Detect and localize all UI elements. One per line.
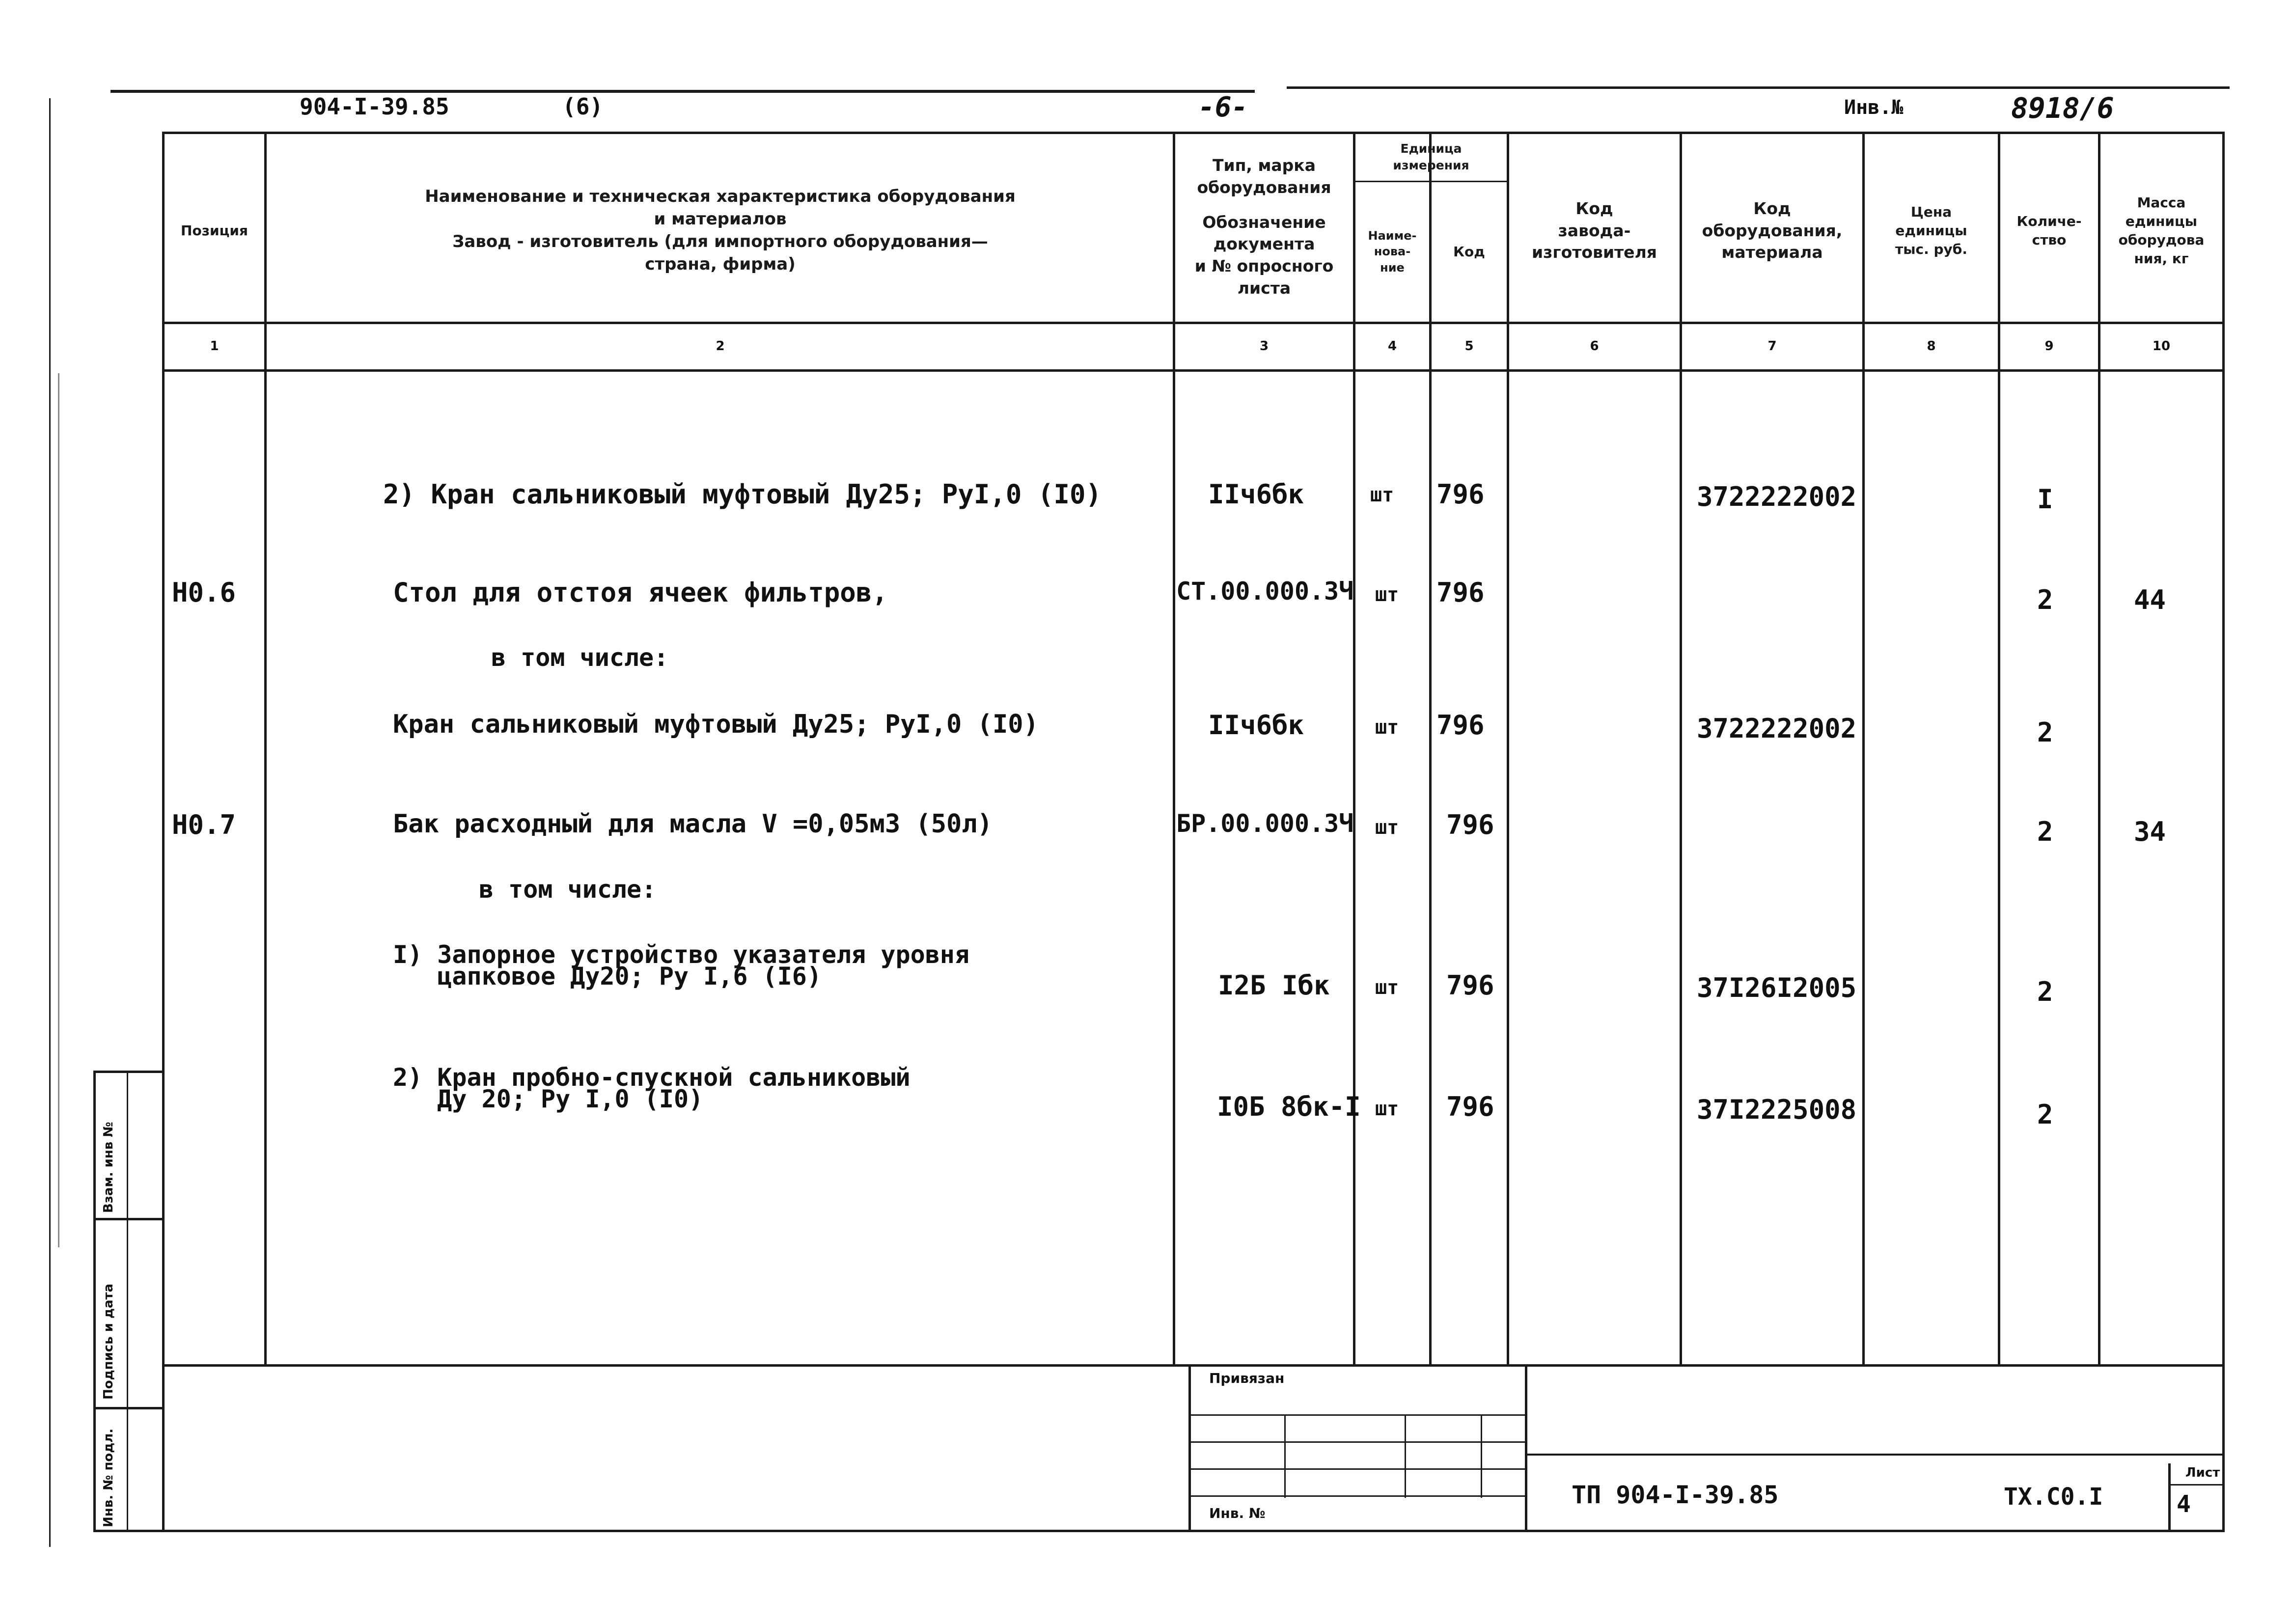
table-row-subheading: в том числе: (479, 875, 657, 904)
header-mass: Масса единицы оборудова ния, кг (2118, 194, 2205, 267)
table-row-unit: шт (1375, 1098, 1399, 1120)
doc-code: 904-I-39.85 (300, 93, 449, 120)
table-row-mass: 34 (2134, 816, 2166, 847)
table-row-type: I0Б 8бк-I (1217, 1091, 1361, 1122)
col-number-8: 8 (1927, 339, 1936, 354)
header-unit-name: Наиме- нова- ние (1368, 228, 1417, 275)
table-row-equipment-code: 37I2225008 (1697, 1094, 1857, 1125)
table-row-unit-code: 796 (1446, 970, 1494, 1001)
header-doc-designation: Обозначение документа и № опросного листа (1194, 212, 1334, 298)
table-row-quantity: I (2037, 484, 2053, 515)
table-row-unit: шт (1375, 976, 1399, 999)
section-mark: (6) (562, 93, 604, 120)
table-row-equipment-code: 37I26I2005 (1697, 972, 1857, 1003)
table-row-type: IIч6бк (1208, 710, 1304, 741)
table-row-type: I2Б Iбк (1218, 970, 1330, 1001)
table-row-position: Н0.6 (172, 577, 236, 608)
col-number-5: 5 (1464, 339, 1474, 354)
header-unit-group: Единица измерения (1393, 141, 1469, 172)
table-row-unit-code: 796 (1436, 577, 1485, 608)
table-row-subheading: в том числе: (491, 643, 669, 672)
header-name: Наименование и техническая характеристика оборудования и материалов Завод - изготовитель (для импортного оборудования— страна, фирма) (425, 187, 1016, 274)
table-row-name: Бак расходный для масла V =0,05м3 (50л) (393, 809, 993, 839)
table-row-type: БР.00.000.3Ч (1176, 809, 1354, 838)
header-maker-code: Код завода- изготовителя (1532, 199, 1657, 262)
stamp-inv-no-label: Инв. № (1209, 1505, 1266, 1521)
header-type: Тип, марка оборудования (1197, 156, 1331, 197)
table-row-name: Кран сальниковый муфтовый Ду25; РуI,0 (I0) (393, 710, 1039, 739)
table-row-position: Н0.7 (172, 809, 236, 840)
table-row-unit: шт (1375, 583, 1399, 606)
table-row-unit-code: 796 (1446, 1091, 1494, 1122)
table-row-name: 2) Кран сальниковый муфтовый Ду25; РуI,0 (I0) (383, 479, 1102, 510)
table-row-name: Стол для отстоя ячеек фильтров, (393, 577, 888, 608)
table-row-type: IIч6бк (1208, 479, 1304, 510)
table-row-mass: 44 (2134, 584, 2166, 615)
stamp-sheet-label: Лист (2185, 1465, 2220, 1480)
col-number-6: 6 (1590, 339, 1599, 354)
table-row-name: I) Запорное устройство указателя уровня цапковое Ду20; Ру I,6 (I6) (393, 940, 969, 991)
table-row-equipment-code: 3722222002 (1697, 481, 1857, 512)
table-row-quantity: 2 (2037, 976, 2053, 1007)
page-mark: -6- (1198, 91, 1248, 123)
table-row-unit: шт (1375, 716, 1399, 739)
header-equipment-code: Код оборудования, материала (1702, 199, 1843, 262)
col-number-1: 1 (210, 339, 219, 354)
col-number-10: 10 (2152, 339, 2171, 354)
col-number-3: 3 (1259, 339, 1269, 354)
header-position: Позиция (181, 222, 248, 239)
table-row-unit: шт (1375, 816, 1399, 839)
side-original-inventory: Инв. № подл. (101, 1428, 116, 1527)
col-number-9: 9 (2044, 339, 2054, 354)
col-number-7: 7 (1767, 339, 1777, 354)
stamp-privyazan: Привязан (1209, 1370, 1285, 1386)
table-row-unit: шт (1370, 484, 1394, 506)
header-unit-code: Код (1453, 243, 1485, 260)
table-row-equipment-code: 3722222002 (1697, 713, 1857, 744)
stamp-sheet-number: 4 (2177, 1490, 2191, 1518)
inv-number: 8918/6 (2011, 91, 2114, 125)
table-row-unit-code: 796 (1446, 809, 1494, 840)
side-signature-date: Подпись и дата (101, 1283, 116, 1400)
table-row-quantity: 2 (2037, 584, 2053, 615)
stamp-document-code: ТП 904-I-39.85 (1572, 1481, 1779, 1509)
table-row-quantity: 2 (2037, 717, 2053, 748)
inv-label: Инв.№ (1844, 96, 1904, 119)
table-row-type: СТ.00.000.3Ч (1176, 577, 1354, 606)
table-row-unit-code: 796 (1436, 479, 1485, 510)
table-row-name: 2) Кран пробно-спускной сальниковый Ду 20; Ру I,0 (I0) (393, 1063, 911, 1113)
table-row-quantity: 2 (2037, 1099, 2053, 1130)
table-row-quantity: 2 (2037, 816, 2053, 847)
header-quantity: Количе- ство (2016, 213, 2082, 248)
side-replacement-inventory: Взам. инв № (101, 1122, 116, 1213)
stamp-album-code: ТХ.С0.I (2004, 1483, 2103, 1511)
col-number-4: 4 (1387, 339, 1397, 354)
col-number-2: 2 (716, 339, 725, 354)
table-row-unit-code: 796 (1436, 710, 1485, 741)
header-price: Цена единицы тыс. руб. (1895, 204, 1967, 257)
